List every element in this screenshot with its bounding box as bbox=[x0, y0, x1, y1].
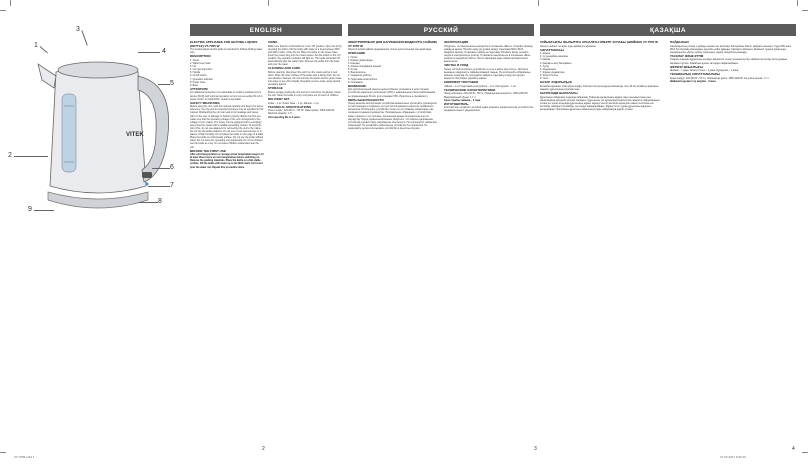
english-cleaning: Before cleaning, disconnect the unit from the mains and let it cool down. Wipe the outer surface of the kettle with a damp cloth. Do not use abrasive cleaners. Do not immerse the kettle and the power base into water or any other liquids. Regularly remove scale using special descaling agents. bbox=[268, 70, 342, 87]
base bbox=[48, 192, 148, 208]
russian-column-1 bbox=[348, 40, 438, 440]
switch bbox=[142, 172, 152, 178]
kazakh-intro: Электр шәйнегі тек ауыз суды қайнатуға арналған. bbox=[540, 44, 597, 48]
russian-intro: Электрический чайник предназначен только для кипячения питьевой воды. bbox=[348, 48, 432, 52]
kazakh-description-item: 2. Су деңгейінің шкаласы bbox=[540, 55, 569, 59]
callout-3: 3 bbox=[76, 26, 80, 33]
kazakh-specs-title: ТЕХНИКАЛЫҚ СИПАТТАМАЛАРЫ bbox=[670, 72, 720, 77]
callout-line bbox=[138, 52, 160, 53]
kazakh-description-item: 6. Ажыратқыш bbox=[540, 67, 556, 71]
callout-4: 4 bbox=[162, 48, 166, 55]
spout bbox=[38, 64, 56, 88]
callout-line bbox=[158, 84, 170, 85]
russian-cleaning: Перед чисткой отключите устройство от сети и дайте ему остыть. Протрите внешнюю поверхность чайника влажной тканью. Не используйте абразивные моющие средства. Не погружайте чайник и подставку в воду или другие жидкости. Регулярно удаляйте накипь. bbox=[444, 67, 531, 81]
russian-description-item: 1. Носик bbox=[348, 55, 358, 59]
kazakh-description-item: 5. Тұтқа bbox=[540, 64, 549, 68]
english-before-title: BEFORE THE FIRST USE bbox=[190, 148, 226, 153]
russian-column-2 bbox=[444, 40, 534, 440]
english-description-item: 5. Handle bbox=[190, 71, 201, 75]
kazakh-description-item: 4. Қақпақты ашу батырмасы bbox=[540, 61, 572, 65]
english-description-item: 8. Power base bbox=[190, 80, 206, 84]
russian-description-item: 5. Ручка bbox=[348, 68, 358, 72]
english-specs: Power supply: 220-240 V ~ 50 Hz. Rated power: 1850-2200 W. Maximal capacity: 1.7 l. bbox=[268, 109, 335, 116]
callout-5: 5 bbox=[170, 80, 174, 87]
kazakh-description-item: 9. Негіз bbox=[540, 77, 549, 81]
kazakh-cleaning: Тазалау алдында құрылғыны желіден ажыратып, оның суығанын күтіңіз. Шәйнектің сыртқы бетін дымқыл матамен сүртіңіз. Қажайтын жуғыш заттарды пайдаланбаңыз. bbox=[670, 58, 788, 65]
russian-description-item: 4. Кнопка открывания крышки bbox=[348, 65, 382, 69]
kazakh-attention: Қосымша қорғаныс үшін қоректендіру тізбегіне іске қосылудың номиналды тогы 30 мА аспайтын қорғаныш ажырату құрылғысын орнатқан жөн. bbox=[540, 84, 659, 91]
kazakh-delivery-title: ЖЕТКІЗУ ЖИЫНТЫҒЫ bbox=[670, 64, 704, 69]
water-window bbox=[62, 94, 76, 172]
russian-description-item: 9. Основание bbox=[348, 80, 363, 84]
english-intro: The heating liquid electric kettle is intended for boiling drinking water only. bbox=[190, 48, 263, 55]
file-slug: VT-7055.indd 1 bbox=[14, 455, 35, 459]
english-column-2 bbox=[268, 40, 342, 440]
english-description-item: 6. On/off switch bbox=[190, 74, 207, 78]
russian-lifetime: Срок службы чайника – 3 года. bbox=[444, 98, 481, 102]
callout-line bbox=[138, 202, 158, 203]
english-title: ELECTRIC APPLIANCE FOR HEATING LIQUIDS (KETTLE) VT-7055 W bbox=[190, 40, 258, 48]
russian-specs-title: ТЕХНИЧЕСКИЕ ХАРАКТЕРИСТИКИ bbox=[444, 87, 496, 92]
date-slug: 27.04.2017 9:39:10 bbox=[720, 455, 746, 459]
page-number: 2 bbox=[262, 446, 265, 452]
english-delivery-title: DELIVERY SET bbox=[268, 97, 290, 102]
english-safety: Before using the unit, read this manual carefully and keep it for future reference. Use the unit for intended purposes only as specified in this manual. Mishandling the unit can lead to its breakage and cause harm to the user or damage to his/her property. Before the first use make sure that the operating voltage of the unit corresponds to the voltage of your mains. The power cord is equipped with a 'europlug'; plug it into the socket with a reliable grounding contact. To avoid the risk of fire, do not use adapters for connecting the unit to the mains. Do not use the kettle outdoors. Do not use it near heat sources or in places of high humidity. Do not place the kettle on the edge of a table. Place the kettle on a flat steady surface. Do not use the kettle without water. Do not leave the operating unit unattended. Do not let children use the kettle as a toy. Do not leave children unattended near the unit. bbox=[190, 105, 264, 149]
russian-using-title: ЭКСПЛУАТАЦИЯ bbox=[444, 40, 469, 44]
english-description-item: 4. Lid opening button bbox=[190, 68, 213, 72]
callout-2: 2 bbox=[8, 152, 12, 159]
kazakh-specs: Қоректендіру: 220-240 В ~ 50 Гц. Номиналды қуаты: 1850-2200 Вт. Ең үлкен көлемі: 1,7 л. bbox=[670, 76, 770, 80]
russian-producer: Изготовитель оставляет за собой право изменять характеристики устройств без предварительного уведомления. bbox=[444, 106, 534, 113]
lid bbox=[58, 62, 138, 78]
english-specs-title: TECHNICAL SPECIFICATIONS bbox=[268, 104, 312, 109]
crop-mark bbox=[802, 452, 808, 453]
english-storage-title: STORAGE bbox=[268, 86, 283, 91]
russian-description-item: 6. Выключатель bbox=[348, 71, 366, 75]
kazakh-lifetime: Шәйнектің қызмет ету мерзімі – 3 жыл. bbox=[670, 80, 717, 84]
crop-mark bbox=[10, 0, 11, 6]
section-header-kazakh: ҚАЗАҚША bbox=[540, 24, 796, 36]
russian-title: ЭЛЕКТРОПРИБОР ДЛЯ НАГРЕВАНИЯ ЖИДКОСТИ (ЧАЙНИК) VT-7055 W bbox=[348, 40, 438, 48]
english-lifetime: Unit operating life is 3 years. bbox=[268, 115, 301, 119]
russian-specs: Электропитание: 220-240 В ~ 50 Гц. Номинальная мощность: 1850-2200 Вт. Максимальный объем: 1,7 л. bbox=[444, 92, 529, 99]
kazakh-column-2 bbox=[670, 40, 796, 440]
kettle-illustration bbox=[8, 24, 178, 224]
callout-1: 1 bbox=[34, 42, 38, 49]
crop-mark bbox=[538, 0, 539, 6]
kettle-figure bbox=[8, 24, 178, 224]
russian-attention-title: ВНИМАНИЕ! bbox=[348, 83, 367, 88]
crop-mark bbox=[797, 0, 798, 6]
kazakh-description-item: 3. Қақпақ bbox=[540, 58, 551, 62]
english-attention-title: ATTENTION! bbox=[190, 86, 208, 91]
kazakh-description-title: СИПАТТАМАСЫ bbox=[540, 47, 564, 52]
kazakh-cleaning-title: ТАЗАЛАУ ЖӘНЕ КҮТІМ bbox=[670, 53, 704, 58]
russian-using: Убедитесь, что выключатель находится в положении «Выкл». Откройте крышку, нажав на кнопку. Налейте воду до уровня между отметками MIN и MAX. Закройте крышку. Установите чайник на подставку. Вставьте вилку сетевого шнура в электрическую розетку. Установите выключатель в положение «Вкл», загорится индикатор работы. После закипания воды чайник автоматически выключится. bbox=[444, 44, 534, 64]
english-description-item: 2. Water level mark bbox=[190, 62, 211, 66]
crop-mark bbox=[802, 10, 808, 11]
english-description-title: DESCRIPTION bbox=[190, 54, 211, 59]
russian-producer-title: ИЗГОТОВИТЕЛЬ bbox=[444, 101, 469, 106]
english-attention: For additional protection it is reasonable to install a residual current device (RCD) with nominal operation current not exceeding 30 mA in power circuit; to install RCD, contact a specialist. bbox=[190, 91, 263, 101]
english-column-1 bbox=[190, 40, 264, 440]
russian-safety: Перед началом эксплуатации устройства внимательно прочитайте руководство по эксплуатации и сохраните его для использования в качестве справочного материала. Используйте устройство только по его прямому назначению, как изложено в данном руководстве. Неправильное обращение с устройством может привести к его поломке, причинению вреда пользователю или его имуществу. Перед первым включением убедитесь, что рабочее напряжение устройства соответствует напряжению электросети. Не используйте чайник вне помещений. Не оставляйте работающее устройство без присмотра. Не разрешайте детям использовать устройство в качестве игрушки. bbox=[348, 102, 437, 130]
russian-description-title: ОПИСАНИЕ bbox=[348, 51, 366, 56]
english-using: Make sure that the on/off switch is in the 'Off' position. Open the lid by pressing the button. Fill the kettle with water to a level between MIN and MAX marks. Close the lid. Place the kettle on the power base. Insert the power plug into the mains socket. Set the switch to the 'On' position; the operation indicator will light up. The kettle will switch off automatically after the water boils. Remove the kettle from the base and pour the water. bbox=[268, 44, 342, 67]
page-number: 4 bbox=[792, 446, 795, 452]
callout-9: 9 bbox=[28, 206, 32, 213]
kazakh-title: СҰЙЫҚТЫҚТЫ ЖЫЛЫТУҒА АРНАЛҒАН ЭЛЕКТР АСПАБЫ (ШӘЙНЕК) VT-7055 W bbox=[540, 40, 658, 44]
callout-line bbox=[14, 156, 48, 157]
page-number: 3 bbox=[534, 446, 537, 452]
russian-description-item: 2. Шкала уровня воды bbox=[348, 58, 373, 62]
russian-description-item: 8. Подставка-электроблок bbox=[348, 77, 377, 81]
callout-6: 6 bbox=[170, 164, 174, 171]
english-delivery: Kettle – 1 pc. Power base – 1 pc. Manual – 1 pc. bbox=[268, 101, 320, 105]
callout-line bbox=[34, 210, 54, 211]
kazakh-delivery: Шәйнек – 1 дана. Электр блогы – 1 дана. Нұсқаулық – 1 дана. bbox=[670, 69, 739, 73]
english-description-item: 1. Spout bbox=[190, 58, 199, 62]
english-before: After unit transportation or storage at low temperature keep it for at least three hours at room temperature before switching on. Remove the packing materials. Place the kettle on a flat stable surface. Fill the kettle with water up to the MAX mark, boil it and pour the water out. Repeat this procedure twice. bbox=[190, 153, 264, 169]
section-header-english: ENGLISH bbox=[190, 24, 342, 36]
kazakh-attention-title: НАЗАР АУДАРЫҢЫЗ! bbox=[540, 80, 573, 85]
kazakh-description-item: 1. Шүмек bbox=[540, 52, 551, 56]
kazakh-column-1 bbox=[540, 40, 664, 440]
callout-7: 7 bbox=[170, 182, 174, 189]
english-description-item: 3. Lid bbox=[190, 65, 196, 69]
russian-description-item: 7. Индикатор работы bbox=[348, 74, 372, 78]
callout-8: 8 bbox=[158, 198, 162, 205]
kazakh-safety-title: ҚАУІПСІЗДІК ШАРАЛАРЫ bbox=[540, 90, 578, 95]
russian-attention: Для дополнительной защиты целесообразно установить в цепи питания устройство защитного отключения (УЗО) с номинальным током срабатывания, не превышающим 30 мА; для установки УЗО обратитесь к специалисту. bbox=[348, 88, 436, 98]
brand-logo: VITEK bbox=[126, 132, 144, 138]
kazakh-safety: Құрылғыны пайдалану алдында пайдалану бойынша нұсқаулықты мұқият оқып шығыңыз және оны анықтамалық материал ретінде сақтаңыз. Құрылғыны тек нұсқаулықта көрсетілген мақсатта пайдаланыңыз. Алғаш рет қосар алдында құрылғының жұмыс кернеуі электр желісінің кернеуіне сәйкес келетініне көз жеткізіңіз. Шәйнекті үй-жайдан тыс жерде пайдаланбаңыз. Жұмыс істеп тұрған құрылғыны қараусыз қалдырмаңыз. Балаларға құрылғыны ойыншық ретінде пайдалануға рұқсат етпеңіз. bbox=[540, 95, 661, 111]
kazakh-description-item: 8. Электр блогы bbox=[540, 73, 558, 77]
kazakh-using-title: ПАЙДАЛАНУ bbox=[670, 40, 690, 44]
english-using-title: USING bbox=[268, 40, 278, 44]
english-description-item: 9. Base bbox=[190, 83, 199, 87]
russian-cleaning-title: ЧИСТКА И УХОД bbox=[444, 63, 469, 68]
english-cleaning-title: CLEANING AND CARE bbox=[268, 66, 301, 71]
crop-mark bbox=[0, 10, 6, 11]
kazakh-description-item: 7. Жұмыс индикаторы bbox=[540, 70, 565, 74]
russian-delivery-title: КОМПЛЕКТ ПОСТАВКИ bbox=[444, 80, 479, 85]
callout-line bbox=[152, 168, 170, 169]
russian-description-item: 3. Крышка bbox=[348, 62, 360, 66]
crop-mark bbox=[0, 452, 6, 453]
english-storage: Before storage unplug the unit and let it cool down completely. Clean the unit. Store the kettle in a dry cool place out of reach of children. bbox=[268, 90, 341, 97]
callout-line bbox=[148, 186, 170, 187]
russian-delivery: Чайник – 1 шт. Подставка-электроблок – 1 шт. Инструкция – 1 шт. bbox=[444, 84, 517, 88]
kazakh-using: Ажыратқыштың «Сөнд.» күйінде екеніне көз жеткізіңіз. Батырманы басып, қақпақты ашыңыз. Суды MIN және MAX белгілерінің арасындағы деңгейге дейін құйыңыз. Қақпақты жабыңыз. Шәйнекті тұғырға орнатыңыз. Ажыратқышты «Қосу» күйіне орнатыңыз, жұмыс индикаторы жанады. bbox=[670, 44, 792, 54]
english-description-item: 7. Operation indicator bbox=[190, 77, 213, 81]
section-header-russian: РУССКИЙ bbox=[348, 24, 534, 36]
crop-mark bbox=[268, 0, 269, 6]
english-safety-title: SAFETY MEASURES bbox=[190, 100, 220, 105]
russian-safety-title: МЕРЫ БЕЗОПАСНОСТИ bbox=[348, 97, 384, 102]
